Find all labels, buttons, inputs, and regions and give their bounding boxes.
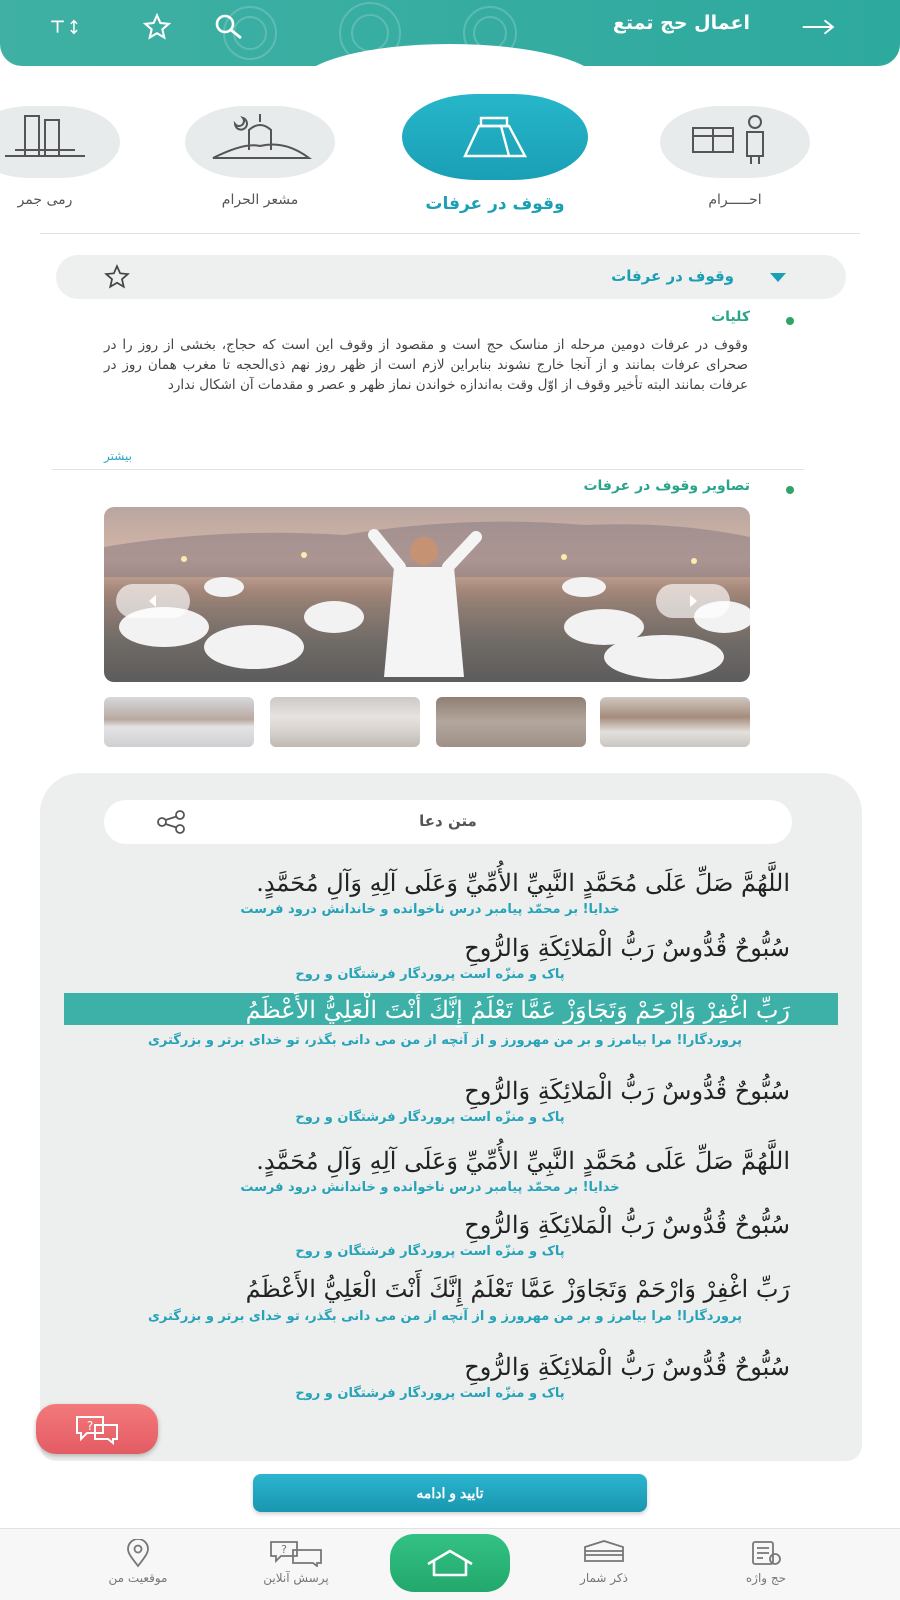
nav-label: پرسش آنلاین: [263, 1571, 329, 1585]
location-pin-icon: [125, 1539, 151, 1569]
divider: [40, 233, 860, 234]
pillars-icon: [0, 110, 95, 166]
next-image-button[interactable]: [656, 584, 730, 618]
gallery-thumbnail[interactable]: [600, 697, 750, 747]
question-chat-icon: [267, 1539, 325, 1567]
category-label: رمی جمر: [17, 192, 73, 208]
nav-item-online-question[interactable]: [236, 1529, 356, 1600]
nav-item-counter[interactable]: [544, 1529, 664, 1600]
category-label: مشعر الحرام: [221, 192, 299, 208]
search-icon: [214, 13, 244, 41]
bullet-dot: [786, 486, 794, 494]
text-size-icon: [50, 14, 84, 40]
nav-label: موقعیت من: [108, 1571, 168, 1585]
counter-icon: [581, 1539, 627, 1565]
dua-translation: خدایا! بر محمّد پیامبر درس ناخوانده و خاندانش درود فرست: [240, 1180, 620, 1195]
chat-fab-button[interactable]: [36, 1404, 158, 1454]
app-header: [0, 0, 900, 66]
dua-title: متن دعا: [419, 812, 477, 830]
gallery-thumbnail[interactable]: [436, 697, 586, 747]
category-arafat[interactable]: [400, 88, 590, 218]
dua-arabic-line: سُبُّوحٌ قُدُّوسٌ رَبُّ الْمَلائِكَةِ وَالرُّوحِ: [464, 1077, 790, 1105]
gallery-title: تصاویر وقوف در عرفات: [583, 478, 750, 494]
overview-title: کلیات: [711, 309, 750, 325]
svg-text:?: ?: [281, 1543, 287, 1556]
category-ihram[interactable]: [640, 88, 830, 218]
back-button[interactable]: [802, 10, 836, 44]
pilgrim-icon: [685, 110, 785, 166]
divider: [52, 469, 804, 470]
dua-translation: پروردگارا! مرا بیامرز و بر من مهرورز و از آنچه از من می دانی بگذر، تو خدای برتر و بزرگتری: [147, 1033, 742, 1048]
page-title: اعمال حج تمتع: [612, 12, 750, 34]
gallery-main-image[interactable]: [104, 507, 750, 682]
prev-image-button[interactable]: [116, 584, 190, 618]
dua-arabic-line-highlighted: رَبِّ اغْفِرْ وَارْحَمْ وَتَجَاوَزْ عَمَّا تَعْلَمُ إِنَّكَ أَنْتَ الْعَلِيُّ الأَعْظَمُ: [245, 996, 790, 1024]
category-rami[interactable]: [0, 88, 140, 218]
category-label-active: وقوف در عرفات: [425, 194, 565, 214]
dua-header: [104, 800, 792, 844]
nav-label: ذکر شمار: [580, 1571, 628, 1585]
share-icon[interactable]: [154, 810, 188, 834]
section-header[interactable]: [56, 255, 846, 299]
home-button[interactable]: [390, 1534, 510, 1592]
category-mashar[interactable]: [165, 88, 355, 218]
dua-translation: پروردگارا! مرا بیامرز و بر من مهرورز و از آنچه از من می دانی بگذر، تو خدای برتر و بزرگتری: [147, 1309, 742, 1324]
arrow-right-icon: [802, 17, 836, 37]
nav-label: حج واژه: [745, 1571, 787, 1585]
overview-text: وقوف در عرفات دومین مرحله از مناسک حج است و مقصود از وقوف این است که حجاج، بخشی از روز را در صحرای عرفات بمانند و از آنجا خارج نشوند بنابراین لازم است از ظهر روز نهم ذی‌الحجه تا مغرب همان روز در عرفات بمانند البته تأخیر وقوف از اوّل وقت به‌اندازه خواندن نماز ظهر و عصر و مقدمات آن اشکال ندارد: [104, 337, 748, 393]
favorite-button[interactable]: [140, 10, 174, 44]
nav-item-glossary[interactable]: [706, 1529, 826, 1600]
tent-icon: [445, 112, 545, 162]
dua-translation: خدایا! بر محمّد پیامبر درس ناخوانده و خاندانش درود فرست: [240, 902, 620, 917]
dua-translation: پاک و منزّه است پروردگار فرشتگان و روح: [295, 1386, 565, 1401]
arafat-photo: [104, 507, 750, 682]
mosque-icon: [205, 110, 315, 166]
bullet-dot: [786, 317, 794, 325]
dua-translation: پاک و منزّه است پروردگار فرشتگان و روح: [295, 1110, 565, 1125]
text-size-button[interactable]: [50, 10, 84, 44]
category-row: [0, 88, 900, 228]
nav-item-my-location[interactable]: [78, 1529, 198, 1600]
dua-arabic-line: اللَّهُمَّ صَلِّ عَلَى مُحَمَّدٍ النَّبِيِّ الأُمِّيِّ وَعَلَى آلِهِ وَآلِ مُحَمَّدٍ.: [256, 1147, 790, 1175]
confirm-continue-button[interactable]: تایید و ادامه: [253, 1474, 647, 1512]
gallery-thumbnail[interactable]: [104, 697, 254, 747]
dua-arabic-line: سُبُّوحٌ قُدُّوسٌ رَبُّ الْمَلائِكَةِ وَالرُّوحِ: [464, 1211, 790, 1239]
dua-translation: پاک و منزّه است پروردگار فرشتگان و روح: [295, 1244, 565, 1259]
dua-arabic-line: سُبُّوحٌ قُدُّوسٌ رَبُّ الْمَلائِكَةِ وَالرُّوحِ: [464, 934, 790, 962]
chevron-right-icon: [685, 593, 701, 609]
dua-arabic-line: رَبِّ اغْفِرْ وَارْحَمْ وَتَجَاوَزْ عَمَّا تَعْلَمُ إِنَّكَ أَنْتَ الْعَلِيُّ الأَعْظَمُ: [245, 1275, 790, 1303]
glossary-icon: [749, 1539, 783, 1567]
home-icon: [422, 1548, 478, 1578]
dua-translation: پاک و منزّه است پروردگار فرشتگان و روح: [295, 967, 565, 982]
dua-arabic-line: اللَّهُمَّ صَلِّ عَلَى مُحَمَّدٍ النَّبِيِّ الأُمِّيِّ وَعَلَى آلِهِ وَآلِ مُحَمَّدٍ.: [256, 869, 790, 897]
gallery-thumbnail[interactable]: [270, 697, 420, 747]
chevron-left-icon: [145, 593, 161, 609]
more-link[interactable]: بیشتر: [104, 449, 132, 463]
chat-question-icon: [73, 1413, 121, 1445]
svg-text:?: ?: [86, 1419, 94, 1433]
section-title: وقوف در عرفات: [611, 267, 734, 285]
star-icon: [143, 13, 171, 41]
dua-arabic-line: سُبُّوحٌ قُدُّوسٌ رَبُّ الْمَلائِكَةِ وَالرُّوحِ: [464, 1353, 790, 1381]
star-icon[interactable]: [104, 264, 130, 290]
caret-down-icon: [770, 273, 786, 282]
category-label: احـــــرام: [708, 192, 762, 208]
search-button[interactable]: [212, 10, 246, 44]
